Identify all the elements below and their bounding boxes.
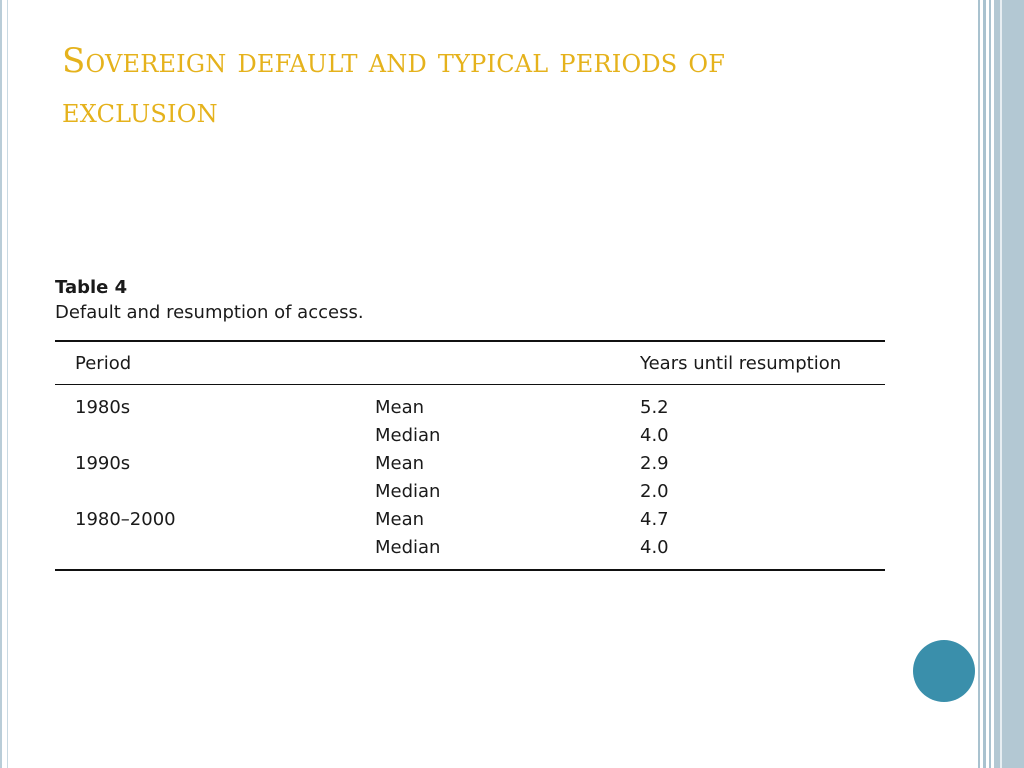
table-row bbox=[55, 477, 885, 505]
header-years-until-resumption: Years until resumption bbox=[640, 341, 885, 385]
cell-statistic: Median bbox=[375, 536, 441, 558]
header-period: Period bbox=[55, 341, 375, 385]
cell-period: 1980s bbox=[75, 396, 131, 418]
decorative-circle bbox=[913, 640, 975, 702]
data-table bbox=[55, 340, 885, 571]
left-border-line bbox=[0, 0, 2, 768]
cell-years: 5.2 bbox=[640, 396, 669, 418]
cell-years: 4.0 bbox=[640, 536, 669, 558]
cell-years: 2.9 bbox=[640, 452, 669, 474]
table-figure bbox=[55, 276, 885, 571]
right-decor-stripe bbox=[983, 0, 986, 768]
cell-period: 1990s bbox=[75, 452, 131, 474]
table-header-row bbox=[55, 341, 885, 385]
slide-title: Sovereign default and typical periods of exclusion bbox=[62, 41, 726, 131]
table-row bbox=[55, 533, 885, 570]
cell-statistic: Median bbox=[375, 424, 441, 446]
cell-statistic: Mean bbox=[375, 452, 425, 474]
left-border-line-inner bbox=[7, 0, 8, 768]
table-caption-text: Default and resumption of access. bbox=[55, 302, 364, 323]
table-caption-number: Table 4 bbox=[55, 277, 128, 298]
right-decor-stripe bbox=[978, 0, 980, 768]
cell-statistic: Mean bbox=[375, 508, 425, 530]
right-decor-band bbox=[994, 0, 1024, 768]
cell-period bbox=[55, 421, 375, 449]
header-statistic bbox=[375, 341, 640, 385]
right-decor-highlight bbox=[1000, 0, 1002, 768]
cell-years: 2.0 bbox=[640, 480, 669, 502]
table-row bbox=[55, 385, 885, 422]
right-decor-stripe bbox=[989, 0, 991, 768]
cell-statistic: Mean bbox=[375, 396, 425, 418]
cell-years: 4.0 bbox=[640, 424, 669, 446]
cell-period bbox=[55, 533, 375, 570]
cell-period: 1980–2000 bbox=[75, 508, 176, 530]
cell-period bbox=[55, 477, 375, 505]
cell-years: 4.7 bbox=[640, 508, 669, 530]
table-row bbox=[55, 449, 885, 477]
table-row bbox=[55, 505, 885, 533]
table-row bbox=[55, 421, 885, 449]
cell-statistic: Median bbox=[375, 480, 441, 502]
